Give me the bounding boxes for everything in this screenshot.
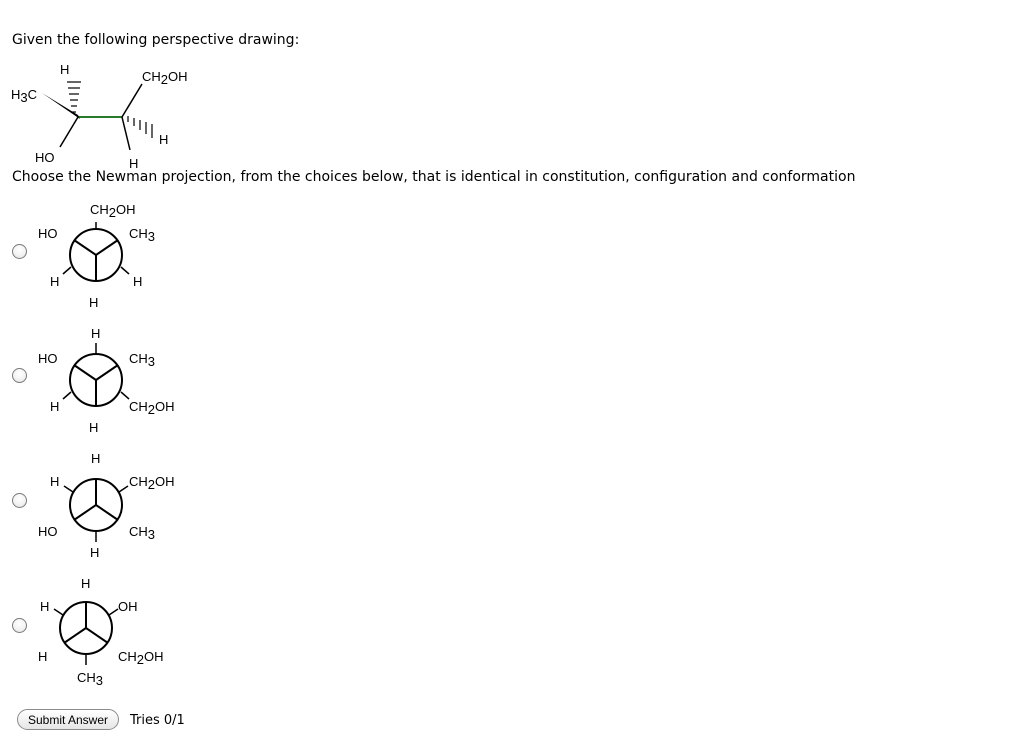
svg-text:CH3: CH3: [129, 226, 156, 244]
svg-text:CH2OH: CH2OH: [90, 202, 136, 220]
svg-text:HO: HO: [38, 524, 58, 539]
choice-b-radio[interactable]: [12, 368, 27, 383]
perspective-label-h3c: H3C: [11, 87, 38, 105]
svg-text:H: H: [133, 274, 143, 289]
svg-text:H: H: [50, 399, 60, 414]
svg-text:H: H: [50, 274, 60, 289]
choice-d-radio[interactable]: [12, 618, 27, 633]
perspective-drawing: [0, 55, 220, 175]
perspective-label-h-top: H: [60, 62, 70, 77]
svg-text:H: H: [89, 420, 99, 435]
choice-c-radio[interactable]: [12, 493, 27, 508]
svg-text:CH2OH: CH2OH: [129, 399, 175, 417]
perspective-label-h-bottom: H: [129, 156, 139, 171]
svg-text:H: H: [91, 326, 101, 341]
svg-text:CH2OH: CH2OH: [129, 474, 175, 492]
newman-choice-d: [30, 575, 190, 690]
newman-choice-c: [30, 450, 190, 562]
newman-choice-a: [30, 200, 180, 312]
svg-text:H: H: [91, 451, 101, 466]
svg-text:H: H: [38, 649, 48, 664]
choice-a-radio[interactable]: [12, 244, 27, 259]
svg-text:CH3: CH3: [77, 670, 104, 688]
svg-text:H: H: [40, 599, 50, 614]
svg-text:H: H: [90, 545, 100, 560]
perspective-label-ch2oh: CH2OH: [142, 69, 188, 87]
choice-a-ho: HO: [38, 226, 58, 241]
svg-text:H: H: [81, 576, 91, 591]
svg-text:HO: HO: [38, 351, 58, 366]
tries-counter: Tries 0/1: [130, 713, 185, 728]
svg-text:CH3: CH3: [129, 351, 156, 369]
question-prompt-choose: Choose the Newman projection, from the choices below, that is identical in constitution, configuration and conformation: [12, 169, 856, 185]
question-prompt-perspective: Given the following perspective drawing:: [12, 32, 300, 48]
svg-text:CH2OH: CH2OH: [118, 649, 164, 667]
newman-choice-b: [30, 325, 190, 437]
svg-text:H: H: [89, 295, 99, 310]
perspective-label-h-right: H: [159, 132, 169, 147]
svg-text:CH3: CH3: [129, 524, 156, 542]
svg-text:H: H: [50, 474, 60, 489]
submit-answer-button[interactable]: Submit Answer: [17, 709, 119, 730]
svg-text:OH: OH: [118, 599, 138, 614]
perspective-label-ho: HO: [35, 150, 55, 165]
